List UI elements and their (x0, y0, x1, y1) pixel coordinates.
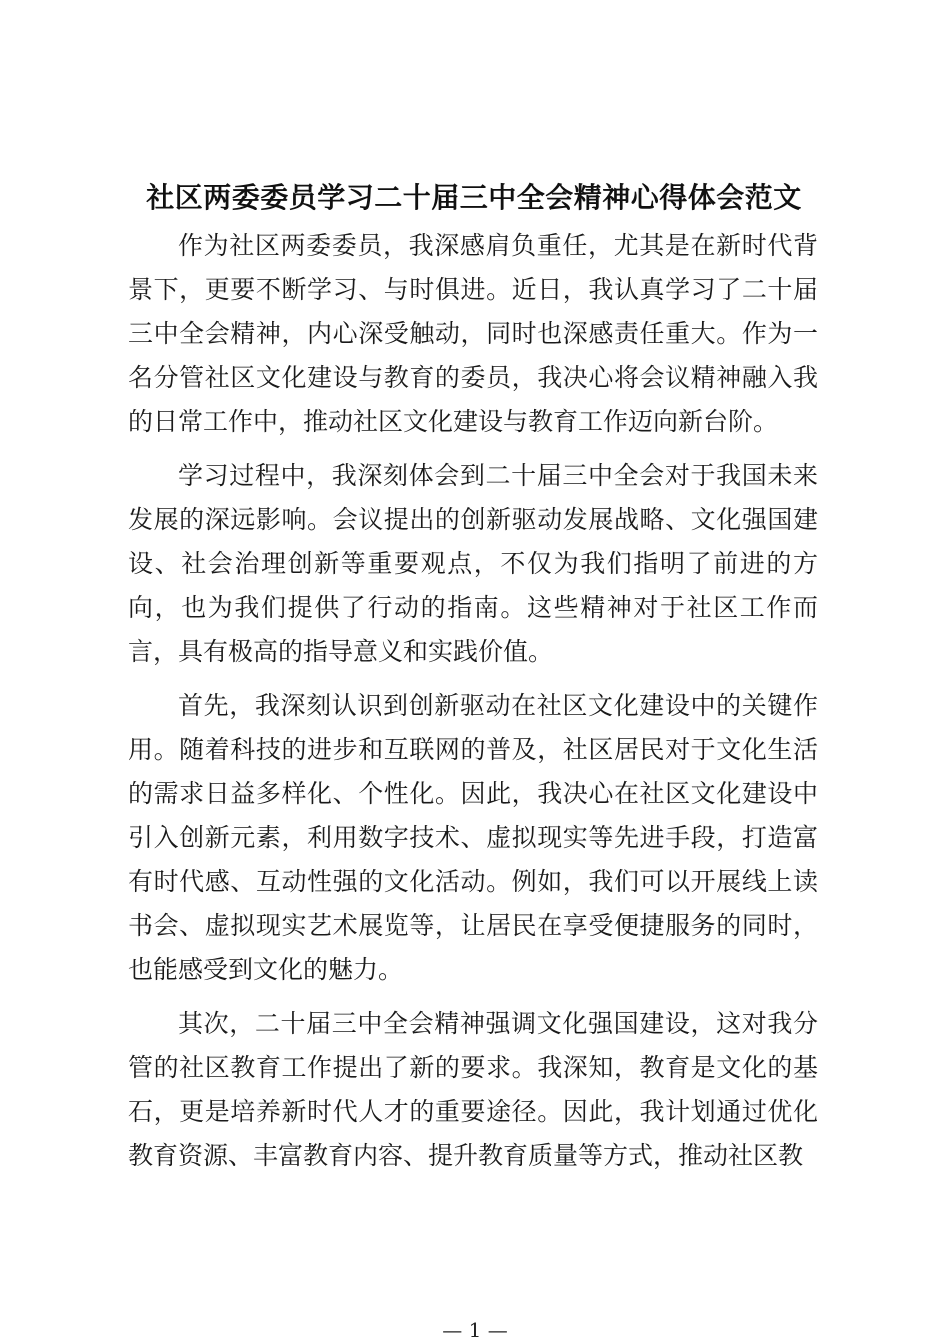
paragraph-3: 首先，我深刻认识到创新驱动在社区文化建设中的关键作用。随着科技的进步和互联网的普及，社区居民对于文化生活的需求日益多样化、个性化。因此，我决心在社区文化建设中引入创新元素，利用数字技术、虚拟现实等先进手段，打造富有时代感、互动性强的文化活动。例如，我们可以开展线上读书会、虚拟现实艺术展览等，让居民在享受便捷服务的同时，也能感受到文化的魅力。 (128, 691, 818, 984)
document-body (128, 224, 818, 1188)
paragraph-2: 学习过程中，我深刻体会到二十届三中全会对于我国未来发展的深远影响。会议提出的创新驱动发展战略、文化强国建设、社会治理创新等重要观点，不仅为我们指明了前进的方向，也为我们提供了行动的指南。这些精神对于社区工作而言，具有极高的指导意义和实践价值。 (128, 461, 818, 666)
paragraph-4: 其次，二十届三中全会精神强调文化强国建设，这对我分管的社区教育工作提出了新的要求。我深知，教育是文化的基石，更是培养新时代人才的重要途径。因此，我计划通过优化教育资源、丰富教育内容、提升教育质量等方式，推动社区教 (128, 1009, 818, 1170)
document-title: 社区两委委员学习二十届三中全会精神心得体会范文 (146, 181, 802, 214)
paragraph-1: 作为社区两委委员，我深感肩负重任，尤其是在新时代背景下，更要不断学习、与时俱进。近日，我认真学习了二十届三中全会精神，内心深受触动，同时也深感责任重大。作为一名分管社区文化建设与教育的委员，我决心将会议精神融入我的日常工作中，推动社区文化建设与教育工作迈向新台阶。 (128, 231, 818, 436)
page-number: — 1 — (442, 1318, 508, 1342)
